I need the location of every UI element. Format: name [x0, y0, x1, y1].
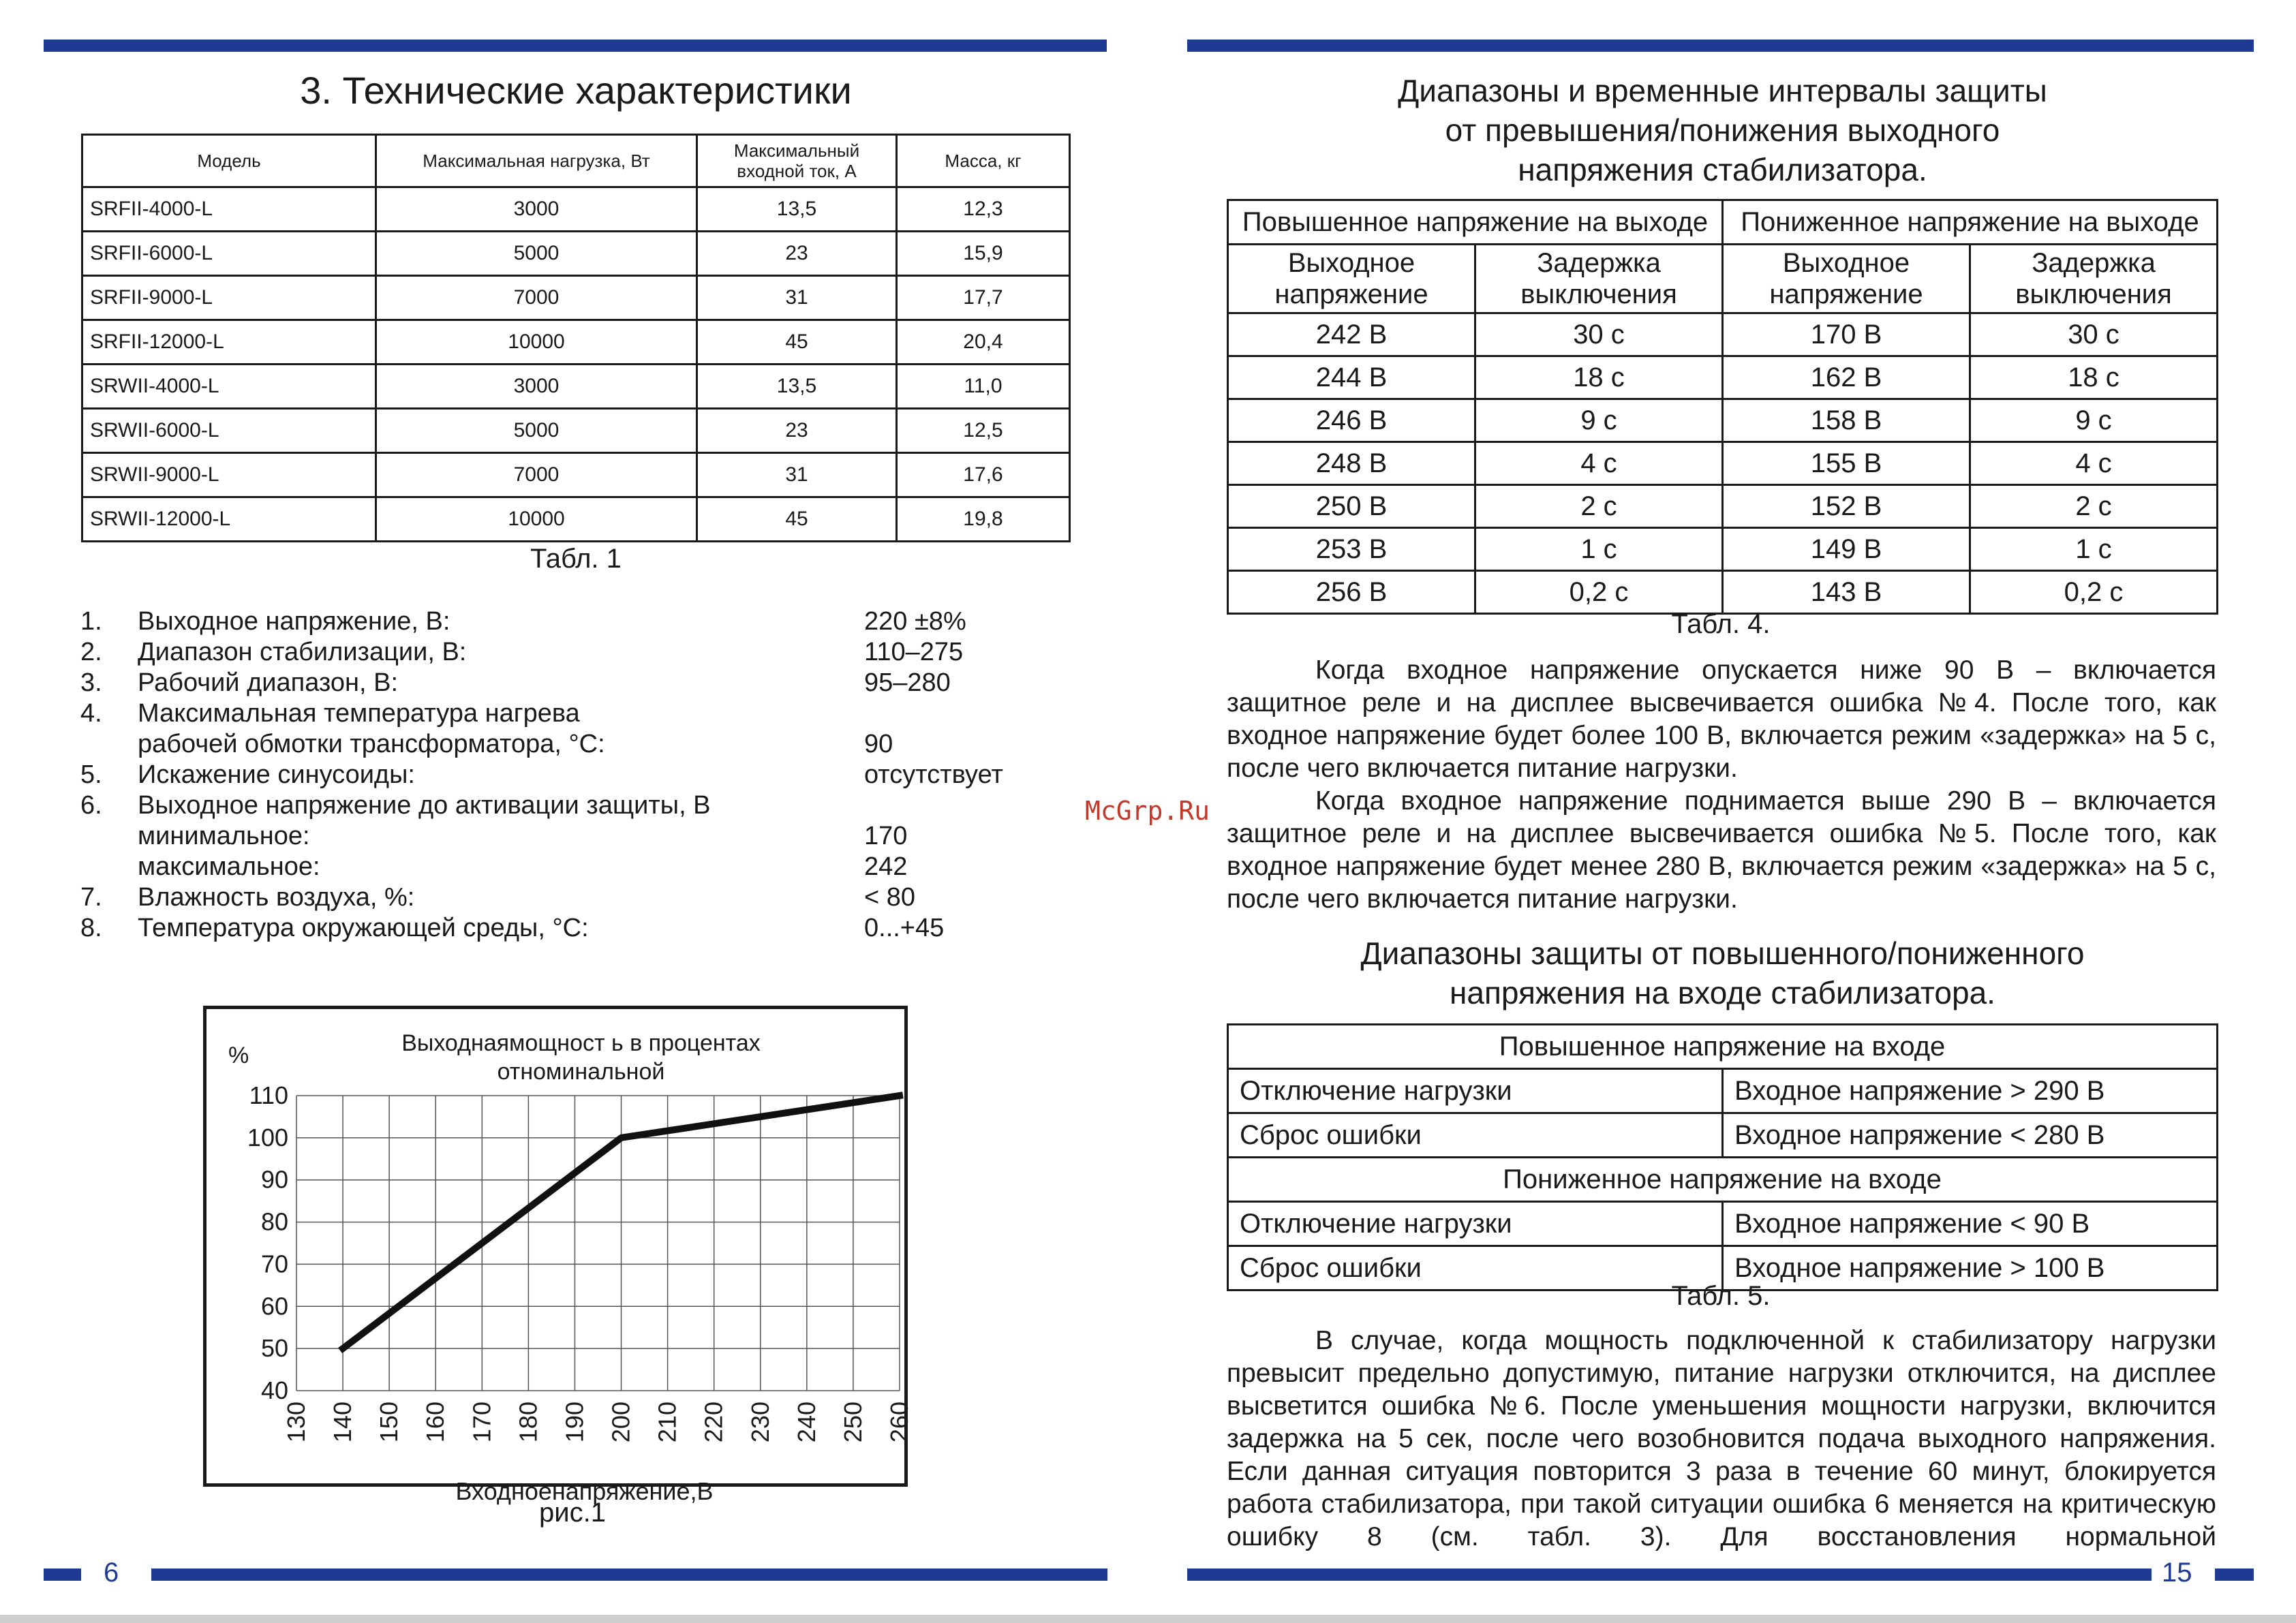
x-tick-label: 140 — [328, 1402, 357, 1443]
table4-title: Диапазоны и временные интервалы защиты от превышения/понижения выходного напряжения стабилизатора. — [1398, 73, 2047, 187]
x-tick-label: 180 — [514, 1402, 542, 1443]
chart-title-line1: Выходнаямощност ь в процентах — [401, 1030, 761, 1056]
page-number-left: 6 — [104, 1558, 119, 1588]
table-cell: 0,2 с — [1475, 571, 1723, 614]
chart-title-line2: отноминальной — [497, 1059, 665, 1085]
table4-subheader: Выходное напряжение — [1723, 245, 1970, 313]
table-cell: 18 с — [1475, 356, 1723, 399]
table-1 — [81, 134, 1071, 542]
table-row — [82, 409, 1070, 453]
table-cell: 13,5 — [697, 187, 897, 232]
spec-item: 3. Рабочий диапазон, В: 95–280 — [80, 668, 951, 697]
spec-subitem: максимальное: 242 — [138, 852, 908, 881]
y-tick-label: 100 — [247, 1123, 288, 1151]
table-4 — [1227, 199, 2218, 615]
table-cell: 248 В — [1228, 442, 1475, 485]
data-point — [340, 1346, 346, 1351]
chart-svg — [206, 1009, 913, 1505]
table-cell: 155 В — [1723, 442, 1970, 485]
page-number-right: 15 — [2162, 1558, 2192, 1588]
table-cell: Отключение нагрузки — [1228, 1069, 1723, 1113]
table-cell: 256 В — [1228, 571, 1475, 614]
table-cell: 31 — [697, 276, 897, 320]
model-cell: SRWII-4000-L — [82, 365, 376, 409]
table-row — [82, 453, 1070, 497]
table4-subheader: Выходное напряжение — [1228, 245, 1475, 313]
top-bar-left — [44, 40, 1107, 52]
table-cell: 149 В — [1723, 528, 1970, 571]
spec-item: 6. Выходное напряжение до активации защиты, В — [80, 791, 711, 820]
table-cell: 17,7 — [897, 276, 1070, 320]
table-cell: 12,5 — [897, 409, 1070, 453]
table4-caption: Табл. 4. — [1671, 609, 1771, 639]
table-cell: 3000 — [376, 365, 697, 409]
spec-item: 4. Максимальная температура нагрева — [80, 699, 580, 728]
y-axis-label: % — [228, 1042, 249, 1068]
bottom-bar-right-long — [1187, 1568, 2152, 1581]
bottom-strip — [0, 1615, 2296, 1623]
spec-subitem: минимальное: 170 — [138, 822, 908, 850]
table-cell: 10000 — [376, 497, 697, 542]
model-cell: SRFII-6000-L — [82, 232, 376, 276]
table-cell: 9 с — [1475, 399, 1723, 442]
table-cell: 5000 — [376, 232, 697, 276]
y-tick-label: 90 — [260, 1165, 288, 1194]
y-tick-label: 50 — [260, 1334, 288, 1363]
table-row — [1228, 442, 2218, 485]
y-tick-label: 40 — [260, 1376, 288, 1404]
table-cell: 170 В — [1723, 313, 1970, 356]
bottom-bar-left-short — [44, 1568, 81, 1581]
x-tick-label: 250 — [838, 1402, 867, 1443]
table-row — [82, 320, 1070, 365]
paragraph-low-voltage: Когда входное напряжение опускается ниже 90 В – включается защитное реле и на дисплее высвечивается ошибка №4. После того, как входное напряжение будет более 100 В, включается режим «задержка» на 5 с, после чего включается питание нагрузки. — [1227, 655, 2216, 783]
table-row — [1228, 356, 2218, 399]
table-cell: 162 В — [1723, 356, 1970, 399]
x-tick-label: 170 — [468, 1402, 496, 1443]
watermark: McGrp.Ru — [1085, 796, 1210, 826]
table-row — [1228, 1069, 2218, 1113]
chart-figure — [203, 1006, 913, 1505]
table-row — [82, 232, 1070, 276]
table-cell: Отключение нагрузки — [1228, 1202, 1723, 1246]
model-cell: SRWII-6000-L — [82, 409, 376, 453]
table1-header-model: Модель — [82, 135, 376, 187]
table-cell: 5000 — [376, 409, 697, 453]
paragraph-overload: В случае, когда мощность подключенной к стабилизатору нагрузки превысит предельно допустимую, питание нагрузки отключится, на дисплее высветится ошибка №6. После уменьшения мощности нагрузки, включится задержка на 5 сек, после чего возобновится подача выходного напряжения. Если данная ситуация повторится 3 раза в течение 60 минут, блокируется работа стабилизатора, при такой ситуации ошибка 6 меняется на критическую ошибку 8 (см. табл. 3). Для восстановления нормальной — [1227, 1326, 2216, 1551]
model-cell: SRWII-9000-L — [82, 453, 376, 497]
table-cell: 250 В — [1228, 485, 1475, 528]
table-row — [1228, 1113, 2218, 1158]
table-cell: 15,9 — [897, 232, 1070, 276]
table4-group-over: Повышенное напряжение на выходе — [1228, 200, 1723, 245]
table-row — [1228, 399, 2218, 442]
model-cell: SRFII-9000-L — [82, 276, 376, 320]
table-cell: 246 В — [1228, 399, 1475, 442]
table-cell: 23 — [697, 232, 897, 276]
model-cell: SRWII-12000-L — [82, 497, 376, 542]
table-cell: 20,4 — [897, 320, 1070, 365]
table-row — [82, 276, 1070, 320]
x-tick-label: 240 — [792, 1402, 821, 1443]
table-cell: 18 с — [1970, 356, 2218, 399]
table-cell: 152 В — [1723, 485, 1970, 528]
paragraphs-voltage — [1227, 654, 2216, 916]
spec-item: 2. Диапазон стабилизации, В: 110–275 — [80, 638, 964, 666]
table5-under-header: Пониженное напряжение на входе — [1228, 1158, 2218, 1202]
table-cell: 7000 — [376, 276, 697, 320]
figure-caption: рис.1 — [539, 1498, 606, 1528]
data-point — [897, 1093, 902, 1098]
table-cell: 19,8 — [897, 497, 1070, 542]
model-cell: SRFII-4000-L — [82, 187, 376, 232]
y-tick-label: 70 — [260, 1250, 288, 1278]
table-cell: 7000 — [376, 453, 697, 497]
table-row — [1228, 571, 2218, 614]
table-row — [1228, 1202, 2218, 1246]
table-cell: 1 с — [1475, 528, 1723, 571]
data-point — [619, 1135, 624, 1141]
table-cell: Сброс ошибки — [1228, 1113, 1723, 1158]
table-cell: 11,0 — [897, 365, 1070, 409]
table-cell: 4 с — [1475, 442, 1723, 485]
table-row — [1228, 313, 2218, 356]
paragraph-high-voltage: Когда входное напряжение поднимается выше 290 В – включается защитное реле и на дисплее высвечивается ошибка №5. После того, как входное напряжение будет менее 280 В, включается режим «задержка» на 5 с, после чего включается питание нагрузки. — [1227, 786, 2216, 914]
table-cell: 4 с — [1970, 442, 2218, 485]
table-cell: 143 В — [1723, 571, 1970, 614]
table-cell: 45 — [697, 497, 897, 542]
table-cell: 244 В — [1228, 356, 1475, 399]
table-row — [82, 365, 1070, 409]
section-title: 3. Технические характеристики — [300, 69, 852, 112]
top-bar-right — [1187, 40, 2254, 52]
table-cell: 2 с — [1475, 485, 1723, 528]
table-cell: 12,3 — [897, 187, 1070, 232]
x-tick-label: 190 — [560, 1402, 589, 1443]
table5-title: Диапазоны защиты от повышенного/пониженного напряжения на входе стабилизатора. — [1360, 936, 2085, 1010]
table-cell: 1 с — [1970, 528, 2218, 571]
table-row — [82, 497, 1070, 542]
table1-header-load: Максимальная нагрузка, Вт — [376, 135, 697, 187]
table4-subheader: Задержка выключения — [1475, 245, 1723, 313]
table-row — [1228, 485, 2218, 528]
table1-caption: Табл. 1 — [530, 544, 622, 574]
spec-item: 5. Искажение синусоиды: отсутствует — [80, 760, 1003, 789]
table4-subheader: Задержка выключения — [1970, 245, 2218, 313]
table-cell: 17,6 — [897, 453, 1070, 497]
x-tick-label: 230 — [746, 1402, 774, 1443]
table5-over-header: Повышенное напряжение на входе — [1228, 1025, 2218, 1069]
x-tick-label: 200 — [607, 1402, 635, 1443]
table-cell: 0,2 с — [1970, 571, 2218, 614]
x-tick-label: 150 — [375, 1402, 403, 1443]
table-cell: 253 В — [1228, 528, 1475, 571]
specs-list — [80, 606, 1035, 944]
table5-caption: Табл. 5. — [1671, 1281, 1771, 1311]
table4-group-under: Пониженное напряжение на выходе — [1723, 200, 2218, 245]
spec-item-cont: рабочей обмотки трансформатора, °С: 90 — [138, 730, 893, 758]
table-cell: 3000 — [376, 187, 697, 232]
table-cell: 9 с — [1970, 399, 2218, 442]
table-cell: Сброс ошибки — [1228, 1246, 1723, 1290]
table-cell: Входное напряжение > 290 В — [1723, 1069, 2218, 1113]
table-cell: 158 В — [1723, 399, 1970, 442]
x-tick-label: 130 — [282, 1402, 310, 1443]
table-cell: 30 с — [1970, 313, 2218, 356]
x-tick-label: 160 — [421, 1402, 450, 1443]
table-cell: 45 — [697, 320, 897, 365]
table-cell: Входное напряжение < 280 В — [1723, 1113, 2218, 1158]
table-cell: 13,5 — [697, 365, 897, 409]
table-cell: 31 — [697, 453, 897, 497]
spec-item: 7. Влажность воздуха, %: < 80 — [80, 883, 916, 912]
bottom-bar-right-short — [2215, 1568, 2254, 1581]
table-cell: 242 В — [1228, 313, 1475, 356]
table1-header-current: Максимальный входной ток, А — [697, 135, 897, 187]
table-5 — [1227, 1023, 2218, 1291]
x-tick-label: 260 — [885, 1402, 913, 1443]
table-row — [82, 187, 1070, 232]
x-tick-label: 210 — [653, 1402, 682, 1443]
table1-header-mass: Масса, кг — [897, 135, 1070, 187]
table-cell: 10000 — [376, 320, 697, 365]
x-tick-label: 220 — [699, 1402, 728, 1443]
bottom-bar-left-long — [151, 1568, 1107, 1581]
y-tick-label: 110 — [249, 1081, 288, 1109]
y-tick-label: 60 — [260, 1292, 288, 1320]
table-cell: Входное напряжение < 90 В — [1723, 1202, 2218, 1246]
table-cell: 23 — [697, 409, 897, 453]
table-row — [1228, 528, 2218, 571]
model-cell: SRFII-12000-L — [82, 320, 376, 365]
table-cell: 2 с — [1970, 485, 2218, 528]
spec-item: 1. Выходное напряжение, В: 220 ±8% — [80, 607, 966, 636]
spec-item: 8. Температура окружающей среды, °С: 0...+45 — [80, 914, 945, 942]
y-tick-label: 80 — [260, 1207, 288, 1236]
x-axis-label: Входноенапряжение,В — [455, 1477, 714, 1505]
table-cell: 30 с — [1475, 313, 1723, 356]
table-cell: Входное напряжение > 100 В — [1723, 1246, 2218, 1290]
